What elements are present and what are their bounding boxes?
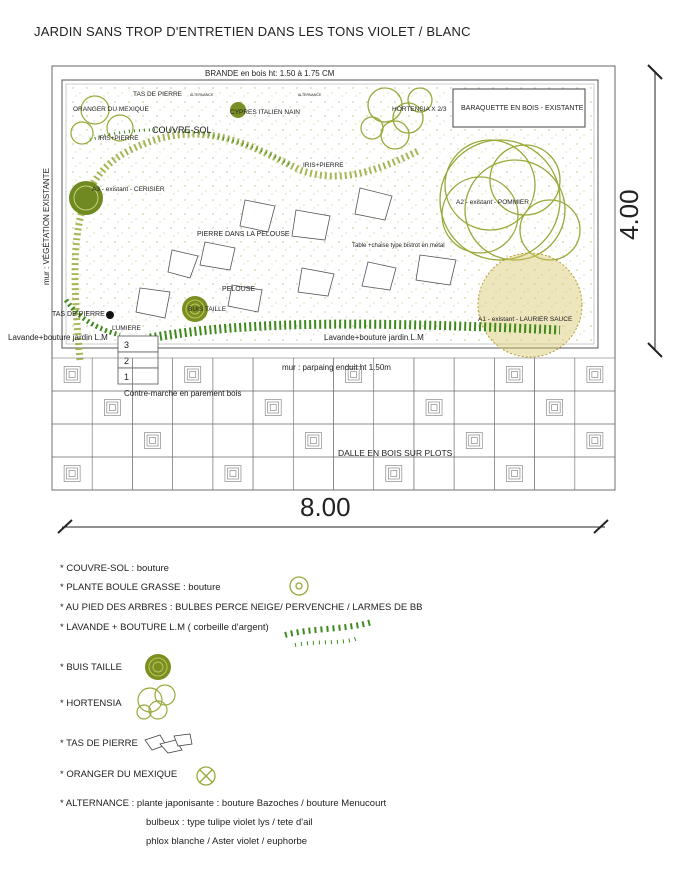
deck-tile — [575, 457, 615, 490]
pierre-pelouse-label: PIERRE DANS LA PELOUSE — [197, 231, 290, 238]
deck-plot-marker — [107, 402, 118, 413]
deck-plot-marker — [69, 471, 75, 477]
deck-tile — [253, 424, 293, 457]
dim-width-label: 8.00 — [300, 492, 351, 522]
deck-tile — [293, 391, 333, 424]
deck-tile — [253, 457, 293, 490]
deck-tile — [575, 391, 615, 424]
deck-plot-marker — [147, 435, 158, 446]
deck-plot-marker — [589, 369, 600, 380]
lumiere-label: LUMIERE — [112, 325, 141, 332]
deck-tile — [414, 457, 454, 490]
deck-tile — [374, 457, 414, 490]
oranger-label: ORANGER DU MEXIQUE — [73, 106, 149, 113]
deck-plot-marker — [592, 438, 598, 444]
cerisier-label: A3 - existant - CERISIER — [92, 186, 165, 193]
deck-tile — [454, 358, 494, 391]
legend-plante-boule: * PLANTE BOULE GRASSE : bouture — [60, 582, 221, 593]
legend-phlox: phlox blanche / Aster violet / euphorbe — [146, 836, 308, 847]
lavande-center-label: Lavande+bouture jardin L.M — [324, 333, 424, 342]
deck-tile — [213, 424, 253, 457]
legend-alternance: * ALTERNANCE : plante japonisante : bouture Bazoches / bouture Menucourt — [60, 798, 387, 809]
deck-plot-marker — [69, 372, 75, 378]
dalle-label: DALLE EN BOIS SUR PLOTS — [338, 448, 453, 458]
legend-hortensia: * HORTENSIA — [60, 698, 122, 709]
pommier-label: A2 - existant - POMMIER — [456, 199, 529, 206]
deck-tile — [253, 391, 293, 424]
deck-tile — [494, 358, 534, 391]
deck-plot-marker — [511, 471, 517, 477]
alternance-label-1: ALTERNANCE — [190, 93, 214, 97]
deck-plot-marker — [589, 435, 600, 446]
laurier-label: A1 - existant - LAURIER SAUCE — [478, 316, 573, 323]
deck-plot-marker — [351, 372, 357, 378]
couvre-sol-label: COUVRE-SOL — [152, 125, 212, 135]
deck-tile — [454, 424, 494, 457]
deck-tile — [52, 391, 92, 424]
deck-tile — [293, 457, 333, 490]
deck-plot-marker — [67, 369, 78, 380]
tas-pierre-icon — [145, 734, 192, 753]
legend-pied-arbres: * AU PIED DES ARBRES : BULBES PERCE NEIGE/ PERVENCHE / LARMES DE BB — [60, 602, 423, 613]
deck-plot-marker — [227, 468, 238, 479]
deck-plot-marker — [190, 372, 196, 378]
deck-plot-marker — [109, 405, 115, 411]
deck-tile — [334, 457, 374, 490]
page-title: JARDIN SANS TROP D'ENTRETIEN DANS LES TONS VIOLET / BLANC — [34, 24, 471, 39]
deck-plot-marker — [552, 405, 558, 411]
step-1: 1 — [124, 372, 130, 382]
lavande-left-label: Lavande+bouture jardin L.M — [8, 333, 108, 342]
deck-tile — [575, 424, 615, 457]
deck-plot-marker — [431, 405, 437, 411]
deck-tile — [92, 457, 132, 490]
legend-bulbeux: bulbeux : type tulipe violet lys / tete d'ail — [146, 817, 313, 828]
step-3: 3 — [124, 340, 130, 350]
deck-tile — [334, 391, 374, 424]
deck-plot-marker — [592, 372, 598, 378]
legend-tas-pierre: * TAS DE PIERRE — [60, 738, 138, 749]
deck-plot-marker — [429, 402, 440, 413]
deck-plot-marker — [509, 369, 520, 380]
mur-parpaing-label: mur : parpaing enduit ht 1.50m — [282, 363, 391, 372]
hortensia-label: HORTENSIA X 2/3 — [392, 106, 447, 113]
deck-plot-marker — [509, 468, 520, 479]
deck-tile — [494, 391, 534, 424]
step-2: 2 — [124, 356, 130, 366]
legend-oranger: * ORANGER DU MEXIQUE — [60, 769, 178, 780]
deck-tile — [414, 358, 454, 391]
deck-tile — [173, 424, 213, 457]
laurier-tree — [478, 253, 582, 357]
deck-tile — [52, 457, 92, 490]
deck-tile — [52, 358, 92, 391]
deck-tile — [494, 457, 534, 490]
baraquette-label: BARAQUETTE EN BOIS - EXISTANTE — [461, 105, 584, 112]
legend-lavande: * LAVANDE + BOUTURE L.M ( corbeille d'argent) — [60, 622, 269, 633]
pelouse-label: PELOUSE — [222, 286, 256, 293]
deck-plot-marker — [268, 402, 279, 413]
deck-tile — [132, 424, 172, 457]
tas-pierre-top-label: TAS DE PIERRE — [133, 91, 183, 98]
deck-plot-marker — [471, 438, 477, 444]
deck-tile — [454, 391, 494, 424]
deck-tile — [213, 358, 253, 391]
buis-label: BUIS TAILLE — [188, 306, 227, 313]
deck-plot-marker — [270, 405, 276, 411]
dim-height-label: 4.00 — [614, 189, 644, 240]
legend-couvre-sol: * COUVRE-SOL : bouture — [60, 563, 169, 574]
plante-boule-icon — [290, 577, 308, 595]
deck-plot-marker — [469, 435, 480, 446]
table-label: Table +chaise type bistrot en metal — [352, 243, 445, 249]
deck-plot-marker — [308, 435, 319, 446]
tas-pierre-left-label: TAS DE PIERRE — [52, 311, 105, 318]
contre-marche-label: Contre-marche en parement bois — [124, 389, 242, 398]
iris-pierre-mid-label: IRIS+PIERRE — [303, 162, 344, 169]
cypres-label: CYPRES ITALIEN NAIN — [230, 109, 300, 116]
deck-plot-marker — [511, 372, 517, 378]
deck-plot-marker — [388, 468, 399, 479]
lavande-icon — [285, 622, 372, 645]
deck-tile — [213, 457, 253, 490]
deck-tile — [575, 358, 615, 391]
deck-tile — [494, 424, 534, 457]
deck-tile — [173, 457, 213, 490]
deck-tile — [92, 424, 132, 457]
vegetation-label: mur : VÉGÉTATION EXISTANTE — [42, 168, 51, 285]
hortensia-icon — [137, 685, 175, 719]
oranger-icon — [197, 767, 215, 785]
iris-pierre-left-label: IRIS+PIERRE — [98, 135, 139, 142]
deck-plot-marker — [391, 471, 397, 477]
deck-tile — [535, 457, 575, 490]
deck-tile — [414, 391, 454, 424]
brande-label: BRANDE en bois ht: 1.50 à 1.75 CM — [205, 69, 335, 78]
deck-plot-marker — [549, 402, 560, 413]
alternance-label-2: ALTERNANCE — [298, 93, 322, 97]
deck-tile — [52, 424, 92, 457]
deck-tile — [535, 358, 575, 391]
deck-plot-marker — [67, 468, 78, 479]
deck-plot-marker — [310, 438, 316, 444]
deck-tile — [535, 391, 575, 424]
deck-plot-marker — [150, 438, 156, 444]
deck-tile — [293, 424, 333, 457]
deck-tile — [374, 391, 414, 424]
lumiere-dot — [106, 311, 114, 319]
legend-buis: * BUIS TAILLE — [60, 662, 122, 673]
deck-tile — [173, 358, 213, 391]
deck-plot-marker — [230, 471, 236, 477]
deck-plot-marker — [187, 369, 198, 380]
buis-icon — [145, 654, 171, 680]
deck-tile — [535, 424, 575, 457]
deck-tile — [454, 457, 494, 490]
deck-tile — [132, 457, 172, 490]
